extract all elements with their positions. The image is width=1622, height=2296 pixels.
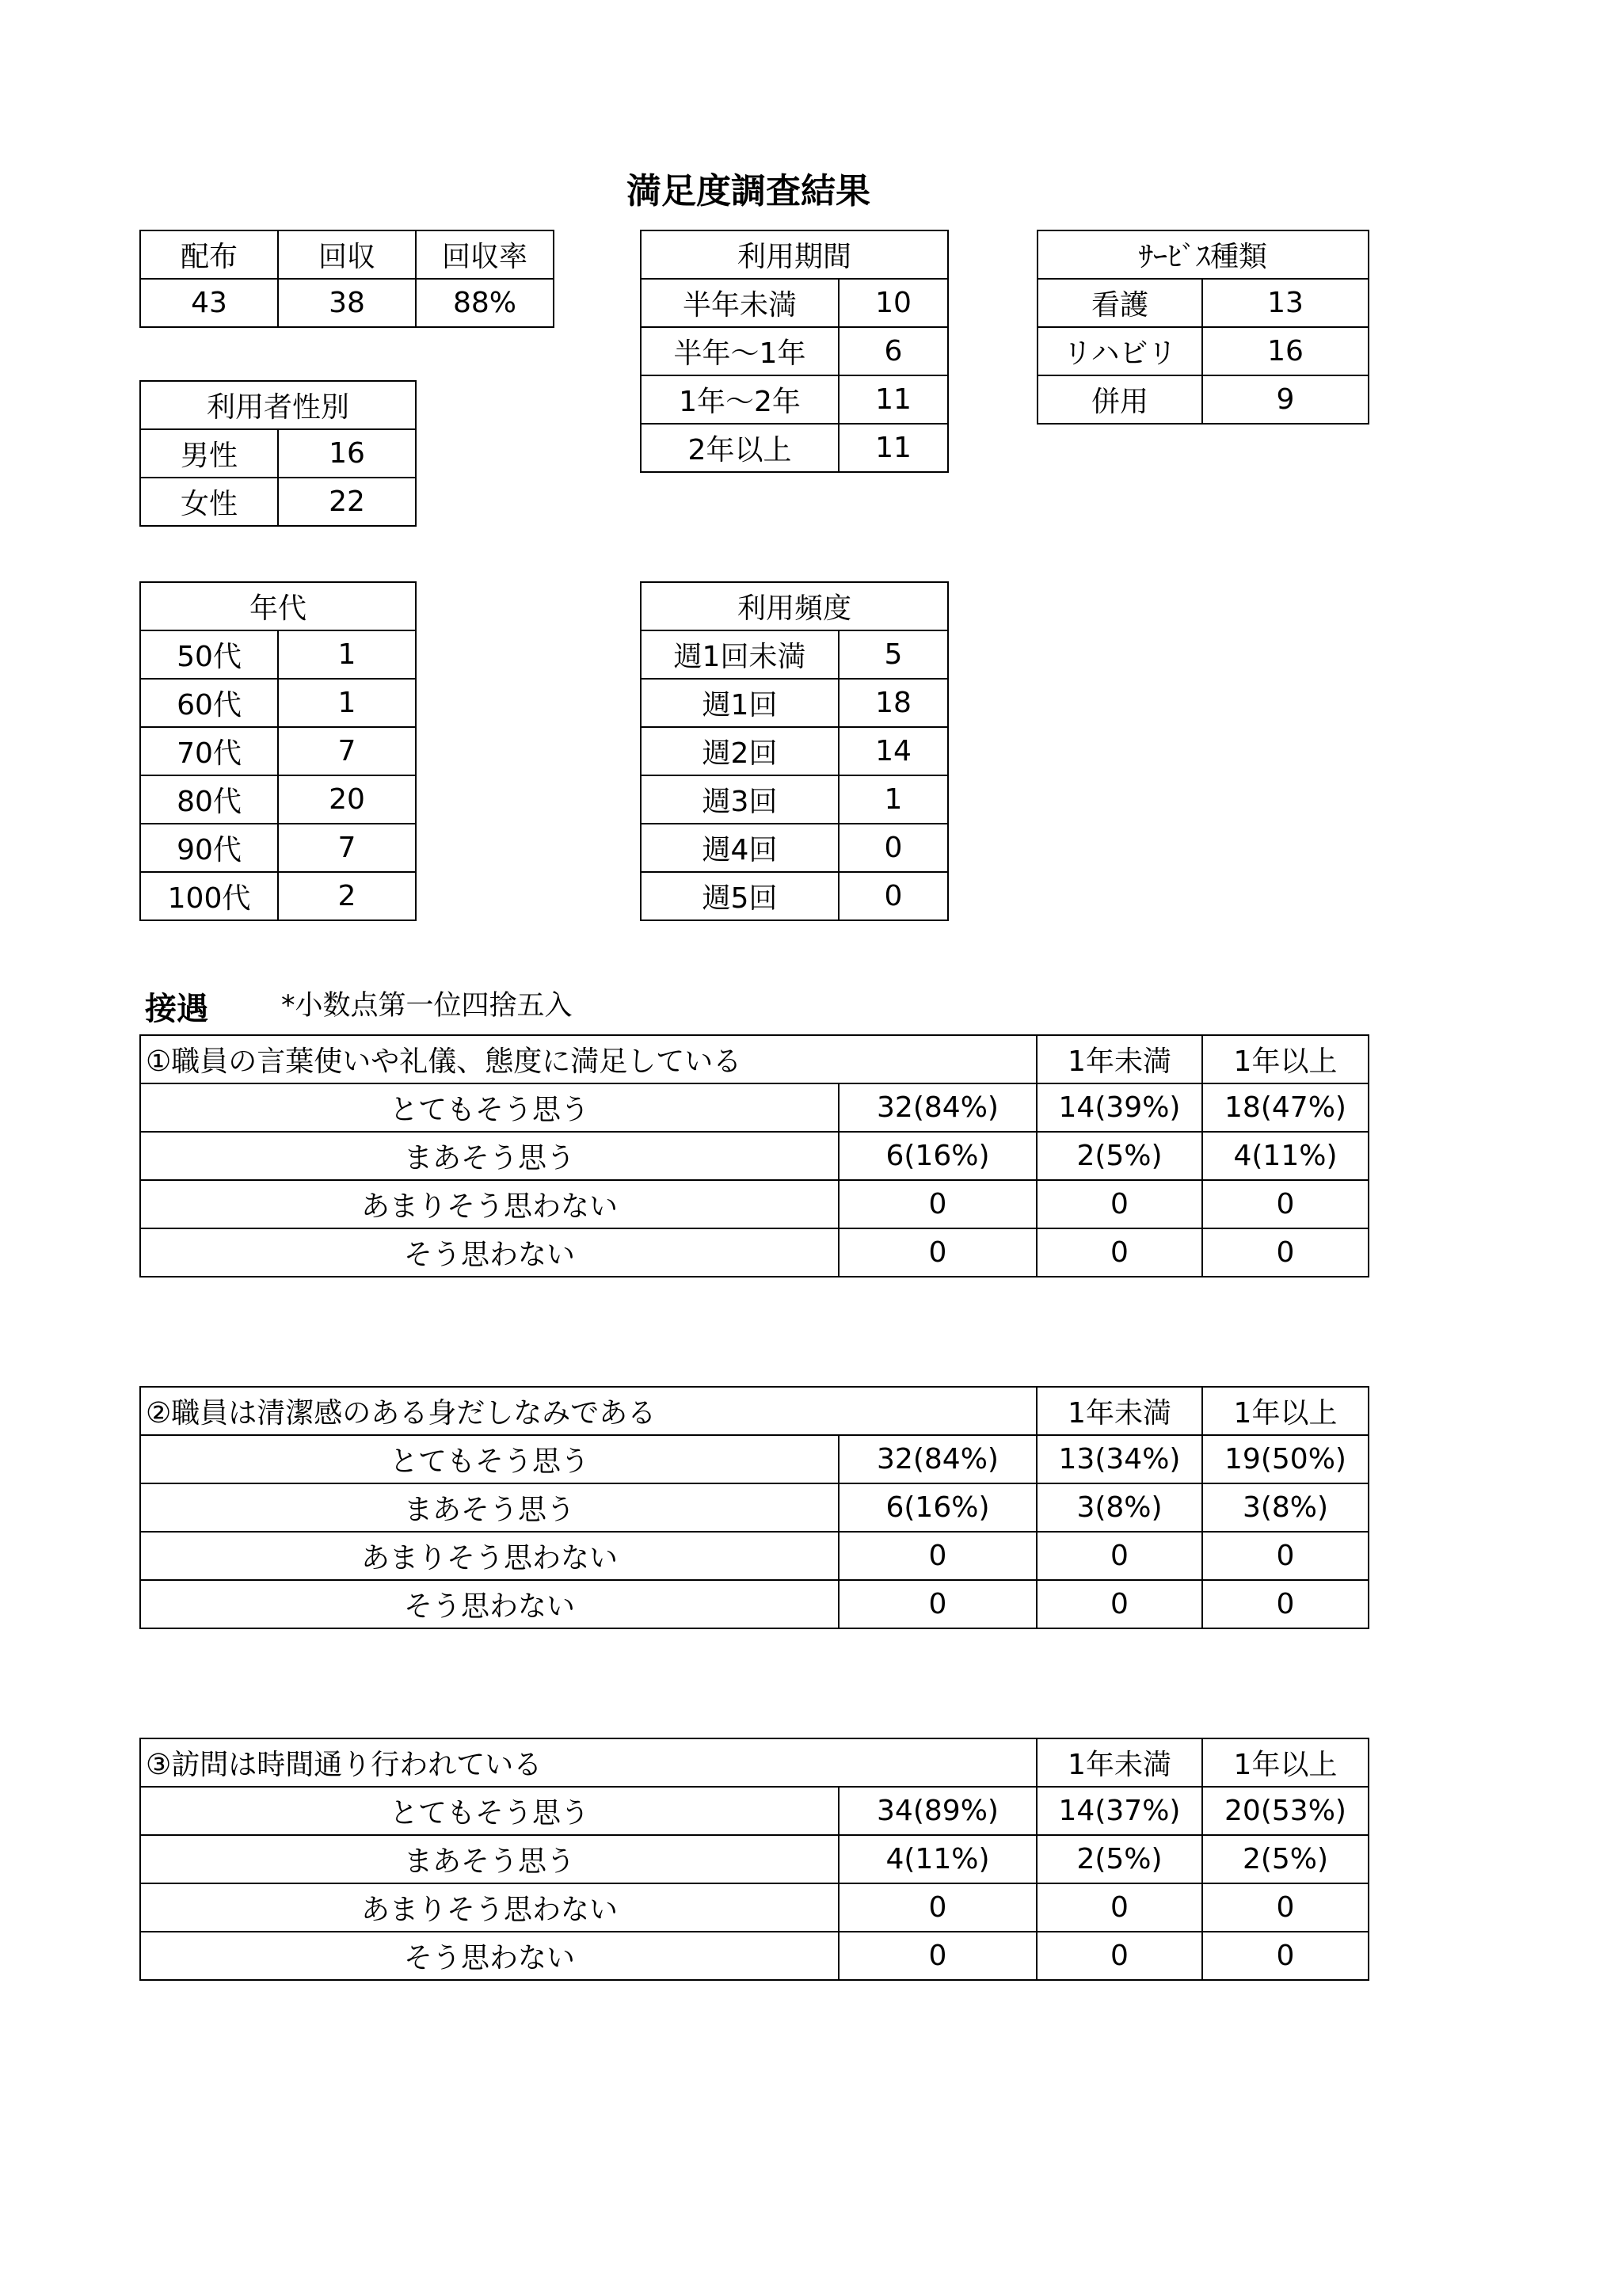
total-value: 32(84%)	[839, 1435, 1037, 1483]
question-3-table	[139, 1738, 1369, 1981]
answer-label: そう思わない	[140, 1932, 839, 1980]
service-table	[1037, 230, 1369, 425]
row-label: 半年～1年	[641, 327, 839, 375]
row-value: 16	[1202, 327, 1369, 375]
over-1yr-value: 0	[1202, 1883, 1369, 1932]
question-2-table	[139, 1386, 1369, 1629]
total-value: 4(11%)	[839, 1835, 1037, 1883]
table-row	[140, 381, 416, 429]
row-value: 0	[839, 872, 948, 920]
row-label: 週5回	[641, 872, 839, 920]
column-header-under-1yr: 1年未満	[1037, 1035, 1202, 1083]
table-header: 利用頻度	[641, 582, 948, 630]
row-value: 16	[278, 429, 416, 478]
table-row	[140, 679, 416, 727]
over-1yr-value: 2(5%)	[1202, 1835, 1369, 1883]
table-row	[140, 478, 416, 526]
table-row	[641, 775, 948, 824]
table-row	[140, 429, 416, 478]
table-row	[641, 824, 948, 872]
answer-label: まあそう思う	[140, 1835, 839, 1883]
table-row	[641, 582, 948, 630]
answer-label: そう思わない	[140, 1580, 839, 1628]
total-value: 6(16%)	[839, 1483, 1037, 1532]
question-1-table	[139, 1034, 1369, 1277]
row-label: 看護	[1038, 279, 1202, 327]
table-row	[140, 279, 554, 327]
table-row	[140, 1835, 1369, 1883]
over-1yr-value: 18(47%)	[1202, 1083, 1369, 1132]
table-row	[641, 279, 948, 327]
answer-label: とてもそう思う	[140, 1083, 839, 1132]
row-value: 2	[278, 872, 416, 920]
table-row	[1038, 279, 1369, 327]
row-label: 80代	[140, 775, 278, 824]
row-value: 7	[278, 727, 416, 775]
answer-label: あまりそう思わない	[140, 1532, 839, 1580]
row-label: 2年以上	[641, 424, 839, 472]
row-value: 1	[278, 679, 416, 727]
table-row	[140, 1435, 1369, 1483]
table-row	[140, 775, 416, 824]
table-header: 利用者性別	[140, 381, 416, 429]
row-label: リハビリ	[1038, 327, 1202, 375]
over-1yr-value: 0	[1202, 1580, 1369, 1628]
over-1yr-value: 0	[1202, 1180, 1369, 1228]
total-value: 34(89%)	[839, 1787, 1037, 1835]
answer-label: とてもそう思う	[140, 1435, 839, 1483]
table-row	[140, 1738, 1369, 1787]
under-1yr-value: 0	[1037, 1932, 1202, 1980]
table-row	[140, 630, 416, 679]
collection-rate-value: 88%	[416, 279, 554, 327]
row-value: 22	[278, 478, 416, 526]
question-text: ②職員は清潔感のある身だしなみである	[140, 1387, 1037, 1435]
table-row	[140, 1083, 1369, 1132]
row-value: 1	[839, 775, 948, 824]
column-header-under-1yr: 1年未満	[1037, 1738, 1202, 1787]
row-value: 9	[1202, 375, 1369, 424]
table-row	[140, 1532, 1369, 1580]
row-value: 1	[278, 630, 416, 679]
total-value: 0	[839, 1532, 1037, 1580]
table-row	[140, 1932, 1369, 1980]
over-1yr-value: 0	[1202, 1228, 1369, 1277]
table-row	[140, 1132, 1369, 1180]
row-label: 90代	[140, 824, 278, 872]
table-row	[140, 1883, 1369, 1932]
table-row	[140, 582, 416, 630]
row-value: 6	[839, 327, 948, 375]
total-value: 32(84%)	[839, 1083, 1037, 1132]
table-row	[1038, 375, 1369, 424]
column-header-over-1yr: 1年以上	[1202, 1035, 1369, 1083]
row-value: 10	[839, 279, 948, 327]
table-row	[140, 1580, 1369, 1628]
answer-label: まあそう思う	[140, 1483, 839, 1532]
row-value: 11	[839, 375, 948, 424]
answer-label: あまりそう思わない	[140, 1180, 839, 1228]
row-label: 女性	[140, 478, 278, 526]
table-row	[140, 872, 416, 920]
under-1yr-value: 0	[1037, 1228, 1202, 1277]
table-header: 利用期間	[641, 230, 948, 279]
row-value: 0	[839, 824, 948, 872]
distribution-table	[139, 230, 554, 328]
table-row	[641, 872, 948, 920]
collected-value: 38	[278, 279, 416, 327]
row-label: 週3回	[641, 775, 839, 824]
row-value: 20	[278, 775, 416, 824]
row-label: 週1回未満	[641, 630, 839, 679]
under-1yr-value: 0	[1037, 1883, 1202, 1932]
over-1yr-value: 3(8%)	[1202, 1483, 1369, 1532]
row-label: 100代	[140, 872, 278, 920]
table-row	[140, 1035, 1369, 1083]
table-row	[641, 327, 948, 375]
total-value: 0	[839, 1180, 1037, 1228]
column-header-over-1yr: 1年以上	[1202, 1387, 1369, 1435]
section-title: 接遇	[145, 991, 208, 1027]
total-value: 6(16%)	[839, 1132, 1037, 1180]
row-label: 週1回	[641, 679, 839, 727]
under-1yr-value: 13(34%)	[1037, 1435, 1202, 1483]
row-value: 13	[1202, 279, 1369, 327]
table-row	[1038, 327, 1369, 375]
row-label: 半年未満	[641, 279, 839, 327]
table-row	[641, 375, 948, 424]
under-1yr-value: 0	[1037, 1580, 1202, 1628]
table-row	[641, 727, 948, 775]
table-header: 年代	[140, 582, 416, 630]
row-value: 11	[839, 424, 948, 472]
under-1yr-value: 2(5%)	[1037, 1132, 1202, 1180]
table-header: ｻｰﾋﾞｽ種類	[1038, 230, 1369, 279]
total-value: 0	[839, 1228, 1037, 1277]
over-1yr-value: 0	[1202, 1932, 1369, 1980]
table-row	[641, 230, 948, 279]
row-label: 男性	[140, 429, 278, 478]
answer-label: まあそう思う	[140, 1132, 839, 1180]
row-label: 併用	[1038, 375, 1202, 424]
answer-label: とてもそう思う	[140, 1787, 839, 1835]
table-row	[140, 1228, 1369, 1277]
page-title: 満足度調査結果	[626, 171, 870, 211]
row-label: 週2回	[641, 727, 839, 775]
table-row	[140, 1180, 1369, 1228]
distributed-value: 43	[140, 279, 278, 327]
total-value: 0	[839, 1932, 1037, 1980]
table-row	[140, 1387, 1369, 1435]
collected-header: 回収	[278, 230, 416, 279]
over-1yr-value: 19(50%)	[1202, 1435, 1369, 1483]
row-value: 7	[278, 824, 416, 872]
under-1yr-value: 0	[1037, 1532, 1202, 1580]
table-row	[641, 630, 948, 679]
question-text: ③訪問は時間通り行われている	[140, 1738, 1037, 1787]
table-row	[1038, 230, 1369, 279]
over-1yr-value: 0	[1202, 1532, 1369, 1580]
collection-rate-header: 回収率	[416, 230, 554, 279]
table-row	[641, 679, 948, 727]
gender-table	[139, 380, 417, 527]
under-1yr-value: 14(39%)	[1037, 1083, 1202, 1132]
answer-label: あまりそう思わない	[140, 1883, 839, 1932]
answer-label: そう思わない	[140, 1228, 839, 1277]
under-1yr-value: 0	[1037, 1180, 1202, 1228]
table-row	[140, 230, 554, 279]
total-value: 0	[839, 1580, 1037, 1628]
table-row	[140, 1483, 1369, 1532]
row-label: 1年～2年	[641, 375, 839, 424]
row-label: 50代	[140, 630, 278, 679]
period-table	[640, 230, 949, 473]
total-value: 0	[839, 1883, 1037, 1932]
frequency-table	[640, 581, 949, 921]
over-1yr-value: 4(11%)	[1202, 1132, 1369, 1180]
row-label: 60代	[140, 679, 278, 727]
row-label: 70代	[140, 727, 278, 775]
table-row	[140, 727, 416, 775]
question-text: ①職員の言葉使いや礼儀、態度に満足している	[140, 1035, 1037, 1083]
table-row	[641, 424, 948, 472]
column-header-under-1yr: 1年未満	[1037, 1387, 1202, 1435]
table-row	[140, 1787, 1369, 1835]
distributed-header: 配布	[140, 230, 278, 279]
row-value: 14	[839, 727, 948, 775]
age-table	[139, 581, 417, 921]
column-header-over-1yr: 1年以上	[1202, 1738, 1369, 1787]
under-1yr-value: 3(8%)	[1037, 1483, 1202, 1532]
row-value: 5	[839, 630, 948, 679]
table-row	[140, 824, 416, 872]
under-1yr-value: 2(5%)	[1037, 1835, 1202, 1883]
rounding-note: *小数点第一位四捨五入	[281, 990, 573, 1022]
under-1yr-value: 14(37%)	[1037, 1787, 1202, 1835]
over-1yr-value: 20(53%)	[1202, 1787, 1369, 1835]
row-label: 週4回	[641, 824, 839, 872]
row-value: 18	[839, 679, 948, 727]
